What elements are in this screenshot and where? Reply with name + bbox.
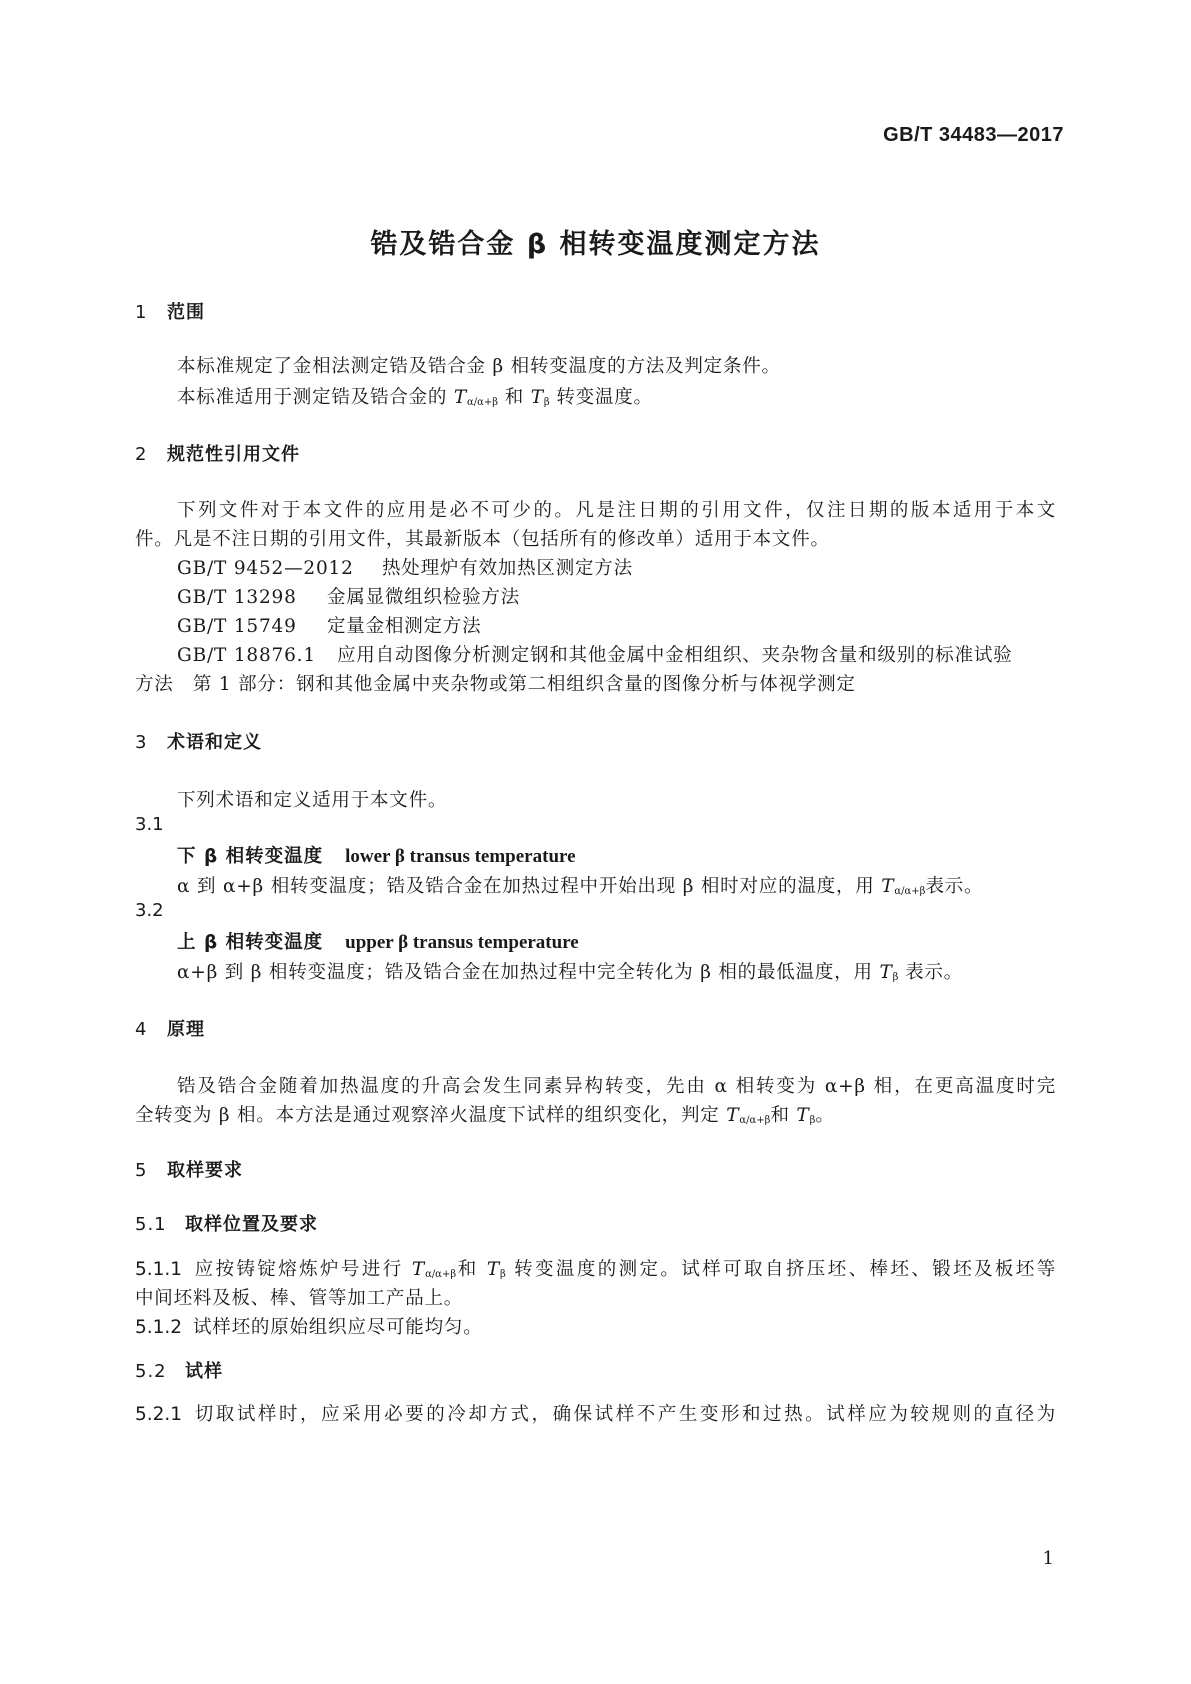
term-3-1-number: 3.1 [135, 814, 164, 835]
section-5-1-heading: 5.1 取样位置及要求 [135, 1214, 318, 1235]
section-2-heading: 2 规范性引用文件 [135, 444, 300, 465]
document-code: GB/T 34483—2017 [883, 124, 1064, 146]
term-3-2-definition: α+β 到 β 相转变温度；锆及锆合金在加热过程中完全转化为 β 相的最低温度，用 $T_\beta$ 表示。 [177, 962, 963, 983]
section-4-heading: 4 原理 [135, 1019, 205, 1040]
reference-3: GB/T 15749 定量金相测定方法 [177, 616, 482, 637]
section-1-para-1: 本标准规定了金相法测定锆及锆合金 β 相转变温度的方法及判定条件。 [177, 356, 781, 377]
section-5-heading: 5 取样要求 [135, 1160, 243, 1181]
clause-5-1-2: 5.1.2 试样坯的原始组织应尽可能均匀。 [135, 1317, 483, 1338]
section-2-intro-line-1: 下列文件对于本文件的应用是必不可少的。凡是注日期的引用文件，仅注日期的版本适用于本文 [177, 500, 1056, 521]
section-4-line-1: 锆及锆合金随着加热温度的升高会发生同素异构转变，先由 α 相转变为 α+β 相，在更高温度时完 [177, 1076, 1056, 1097]
document-title: 锆及锆合金 β 相转变温度测定方法 [370, 229, 821, 260]
section-1-heading: 1 范围 [135, 302, 205, 323]
term-3-2-heading: 上 β 相转变温度 upper β transus temperature [177, 932, 579, 953]
section-4-line-2: 全转变为 β 相。本方法是通过观察淬火温度下试样的组织变化，判定 $T_{\alpha/\alpha+\beta}$和 $T_\beta$。 [135, 1105, 835, 1126]
clause-5-1-1: 5.1.1 应按铸锭熔炼炉号进行 $T_{\alpha/\alpha+\beta}$和 $T_\beta$ 转变温度的测定。试样可取自挤压坯、棒坯、锻坯及板坯等 [135, 1259, 1056, 1280]
section-1-para-2: 本标准适用于测定锆及锆合金的 $T_{\alpha/\alpha+\beta}$ 和 $T_\beta$ 转变温度。 [177, 387, 653, 408]
reference-2: GB/T 13298 金属显微组织检验方法 [177, 587, 521, 608]
term-3-1-heading: 下 β 相转变温度 lower β transus temperature [177, 846, 576, 867]
section-2-intro-line-2: 件。凡是不注日期的引用文件，其最新版本（包括所有的修改单）适用于本文件。 [135, 529, 830, 550]
clause-5-2-1: 5.2.1 切取试样时，应采用必要的冷却方式，确保试样不产生变形和过热。试样应为较规则的直径为 [135, 1404, 1056, 1425]
reference-1: GB/T 9452—2012 热处理炉有效加热区测定方法 [177, 558, 633, 579]
reference-4-continued: 方法 第 1 部分：钢和其他金属中夹杂物或第二相组织含量的图像分析与体视学测定 [135, 674, 856, 695]
reference-4: GB/T 18876.1 应用自动图像分析测定钢和其他金属中金相组织、夹杂物含量和级别的标准试验 [177, 645, 1013, 666]
clause-5-1-1-continued: 中间坯料及板、棒、管等加工产品上。 [135, 1288, 464, 1309]
page-number: 1 [1042, 1548, 1054, 1569]
term-3-2-number: 3.2 [135, 900, 164, 921]
section-5-2-heading: 5.2 试样 [135, 1361, 223, 1382]
section-3-intro: 下列术语和定义适用于本文件。 [177, 790, 448, 811]
section-3-heading: 3 术语和定义 [135, 732, 262, 753]
term-3-1-definition: α 到 α+β 相转变温度；锆及锆合金在加热过程中开始出现 β 相时对应的温度，用 $T_{\alpha/\alpha+\beta}$表示。 [177, 876, 984, 897]
